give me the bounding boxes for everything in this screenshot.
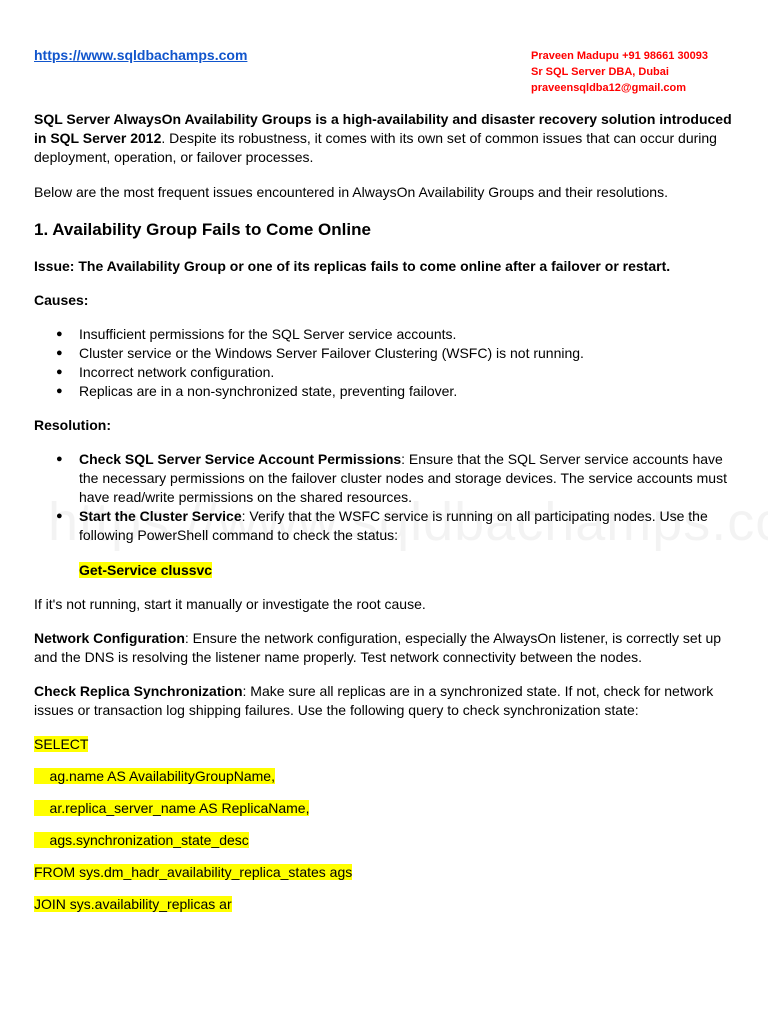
list-item: ● Start the Cluster Service: Verify that the WSFC service is running on all participating nodes. Use the following PowerShell command to check the status: xyxy=(56,508,708,543)
bullet-icon: ● xyxy=(56,385,63,397)
not-running-text: If it's not running, start it manually or investigate the root cause. xyxy=(34,596,426,612)
bullet-icon: ● xyxy=(56,347,63,359)
query-line: JOIN sys.availability_replicas ar xyxy=(34,896,232,912)
author-role: Sr SQL Server DBA, Dubai xyxy=(531,66,669,78)
section-heading: 1. Availability Group Fails to Come Online xyxy=(34,220,371,239)
causes-label: Causes: xyxy=(34,292,89,308)
list-item: ● Incorrect network configuration. xyxy=(56,364,275,380)
intro-rest: . Despite its robustness, it comes with its own set of common issues that can occur during deployment, operation, or failover processes. xyxy=(34,130,717,165)
author-name-phone: Praveen Madupu +91 98661 30093 xyxy=(531,50,709,62)
intro-bold: SQL Server AlwaysOn Availability Groups is a high-availability and disaster recovery solution introduced in SQL Server 2012 xyxy=(34,111,732,146)
website-link[interactable]: https://www.sqldbachamps.com xyxy=(34,47,248,63)
replica-sync-paragraph: Check Replica Synchronization: Make sure all replicas are in a synchronized state. If not, check for network issues or transaction log shipping failures. Use the following query to check synchronization state: xyxy=(34,683,714,718)
powershell-command: Get-Service clussvc xyxy=(79,562,213,578)
list-item: ● Check SQL Server Service Account Permissions: Ensure that the SQL Server service accounts have the necessary permissions on the failover cluster nodes and storage devices. The service accounts must have read/write permissions on the shared resources. xyxy=(56,451,727,505)
bullet-icon: ● xyxy=(56,510,63,522)
list-item: ● Replicas are in a non-synchronized state, preventing failover. xyxy=(56,383,458,399)
query-line: ag.name AS AvailabilityGroupName, xyxy=(34,768,275,784)
bullet-icon: ● xyxy=(56,366,63,378)
list-item: ● Insufficient permissions for the SQL Server service accounts. xyxy=(56,326,457,342)
network-config-paragraph: Network Configuration: Ensure the network configuration, especially the AlwaysOn listener, is correctly set up and the DNS is resolving the listener name properly. Test network connectivity between the nodes. xyxy=(34,630,722,665)
bullet-icon: ● xyxy=(56,453,63,465)
resolution-list xyxy=(34,450,734,545)
author-contact-block xyxy=(531,48,708,96)
resolution-label: Resolution: xyxy=(34,417,111,433)
query-line: ar.replica_server_name AS ReplicaName, xyxy=(34,800,310,816)
bullet-icon: ● xyxy=(56,328,63,340)
query-line: SELECT xyxy=(34,736,89,752)
list-item: ● Cluster service or the Windows Server Failover Clustering (WSFC) is not running. xyxy=(56,345,584,361)
query-line: FROM sys.dm_hadr_availability_replica_states ags xyxy=(34,864,353,880)
below-paragraph: Below are the most frequent issues encountered in AlwaysOn Availability Groups and their resolutions. xyxy=(34,184,668,200)
causes-list xyxy=(34,325,734,401)
issue-text: Issue: The Availability Group or one of its replicas fails to come online after a failover or restart. xyxy=(34,258,671,274)
query-line: ags.synchronization_state_desc xyxy=(34,832,249,848)
author-email: praveensqldba12@gmail.com xyxy=(531,82,687,94)
intro-paragraph xyxy=(34,110,734,167)
